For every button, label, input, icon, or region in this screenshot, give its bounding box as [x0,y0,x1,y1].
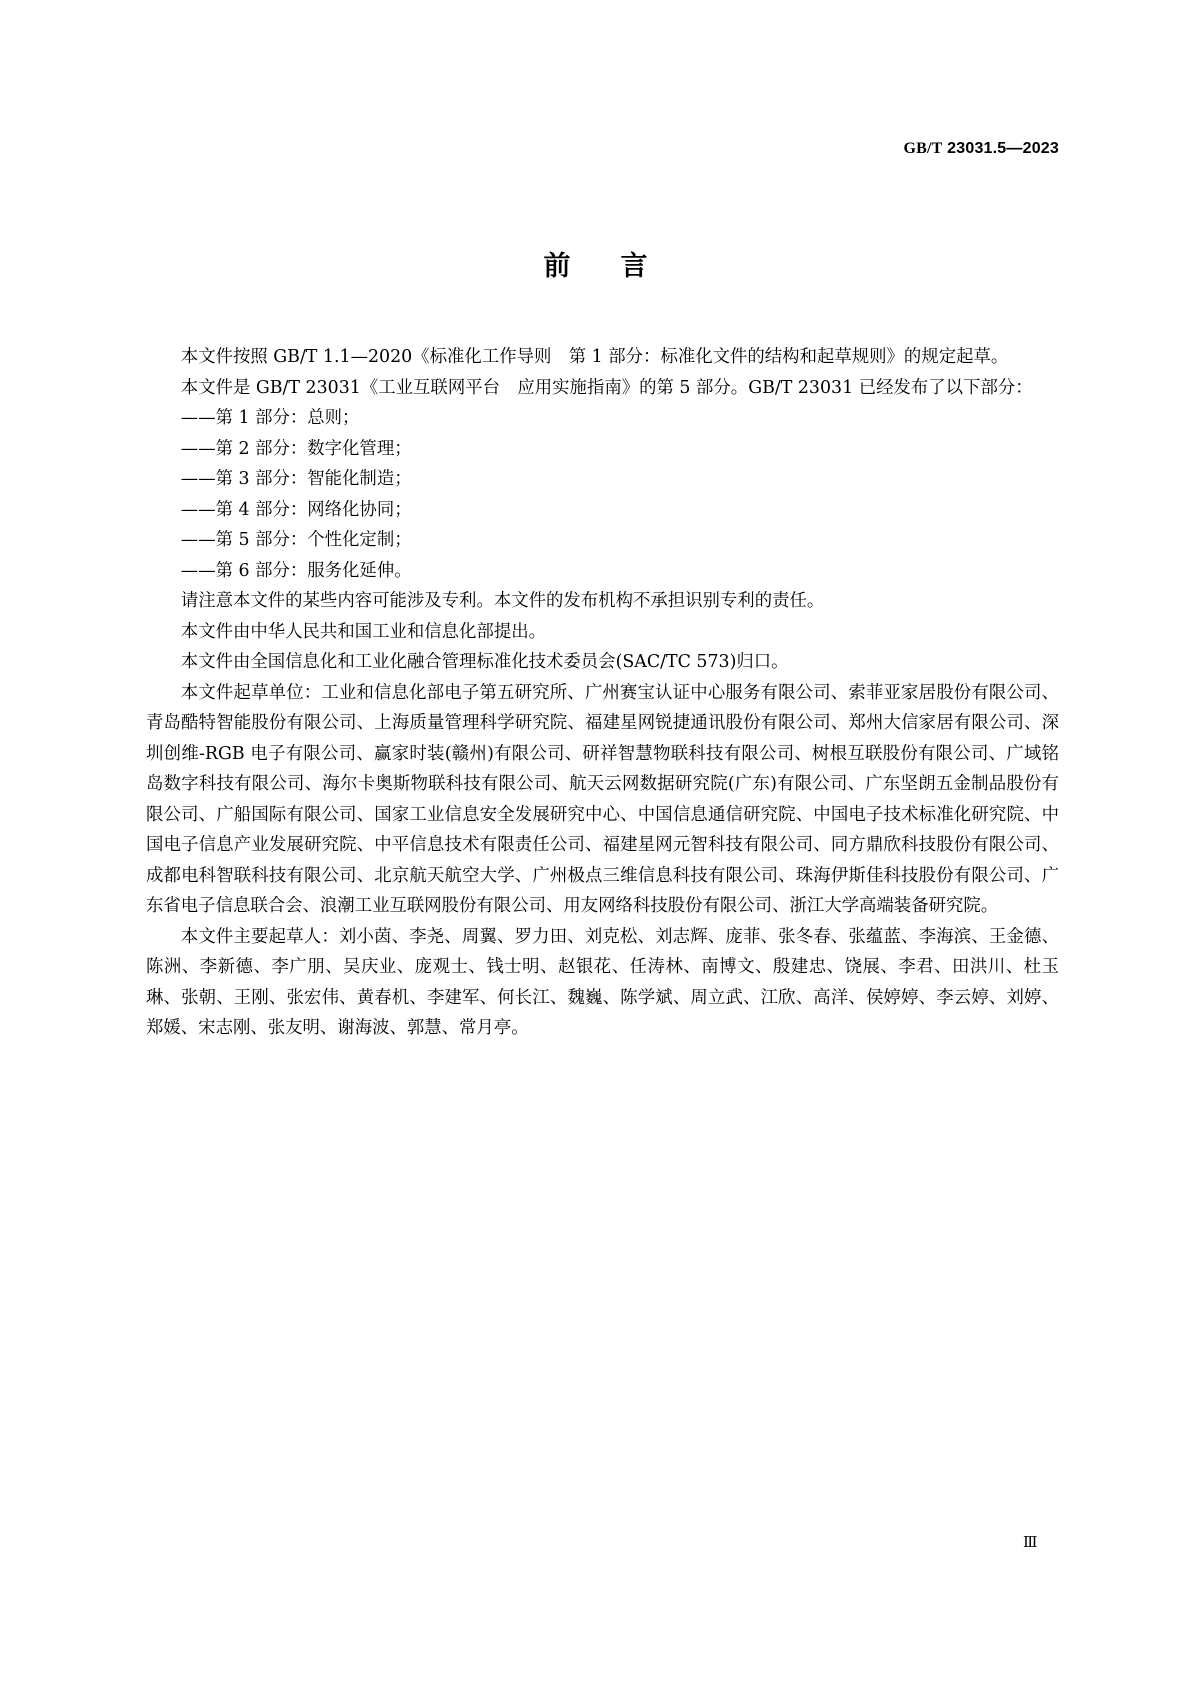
list-item-part-5: ——第 5 部分：个性化定制； [180,530,412,550]
paragraph-drafters: 本文件主要起草人：刘小茵、李尧、周翼、罗力田、刘克松、刘志辉、庞菲、张冬春、张蕴蓝、李海滨、王金德、陈洲、李新德、李广朋、吴庆业、庞观士、钱士明、赵银花、任涛林、南博文、殷建忠、饶展、李君、田洪川、杜玉琳、张朝、王刚、张宏伟、黄春机、李建军、何长江、魏巍、陈学斌、周立武、江欣、高洋、侯婷婷、李云婷、刘婷、郑媛、宋志刚、张友明、谢海波、郭慧、常月亭。 [146,926,1059,1038]
list-item-part-1: ——第 1 部分：总则； [180,408,360,428]
paragraph-committee: 本文件由全国信息化和工业化融合管理标准化技术委员会(SAC/TC 573)归口。 [180,652,789,672]
paragraph-drafting-rules: 本文件按照 GB/T 1.1—2020《标准化工作导则 第 1 部分：标准化文件的结构和起草规则》的规定起草。 [180,347,1009,367]
standard-code [903,140,1059,158]
standard-number: 23031.5—2023 [947,140,1059,157]
standard-prefix: GB/T [903,140,943,157]
page-number: Ⅲ [1023,1535,1037,1551]
foreword-body [146,342,1059,1044]
list-item-part-6: ——第 6 部分：服务化延伸。 [180,560,412,581]
paragraph-proposer: 本文件由中华人民共和国工业和信息化部提出。 [180,621,547,642]
paragraph-part-intro: 本文件是 GB/T 23031《工业互联网平台 应用实施指南》的第 5 部分。GB/T 23031 已经发布了以下部分： [180,377,1033,398]
paragraph-patent-notice: 请注意本文件的某些内容可能涉及专利。本文件的发布机构不承担识别专利的责任。 [180,591,825,611]
list-item-part-2: ——第 2 部分：数字化管理； [180,438,412,459]
page-title: 前言 [543,251,698,282]
paragraph-drafting-units: 本文件起草单位：工业和信息化部电子第五研究所、广州赛宝认证中心服务有限公司、索菲亚家居股份有限公司、青岛酷特智能股份有限公司、上海质量管理科学研究院、福建星网锐捷通讯股份有限公司、郑州大信家居有限公司、深圳创维-RGB 电子有限公司、赢家时装(赣州)有限公司、研祥智慧物联科技有限公司、树根互联股份有限公司、广域铭岛数字科技有限公司、海尔卡奥斯物联科技有限公司、航天云网数据研究院(广东)有限公司、广东坚朗五金制品股份有限公司、广船国际有限公司、国家工业信息安全发展研究中心、中国信息通信研究院、中国电子技术标准化研究院、中国电子信息产业发展研究院、中平信息技术有限责任公司、福建星网元智科技有限公司、同方鼎欣科技股份有限公司、成都电科智联科技有限公司、北京航天航空大学、广州极点三维信息科技有限公司、珠海伊斯佳科技股份有限公司、广东省电子信息联合会、浪潮工业互联网股份有限公司、用友网络科技股份有限公司、浙江大学高端装备研究院。 [146,682,1059,916]
list-item-part-3: ——第 3 部分：智能化制造； [180,469,412,489]
list-item-part-4: ——第 4 部分：网络化协同； [180,499,412,520]
